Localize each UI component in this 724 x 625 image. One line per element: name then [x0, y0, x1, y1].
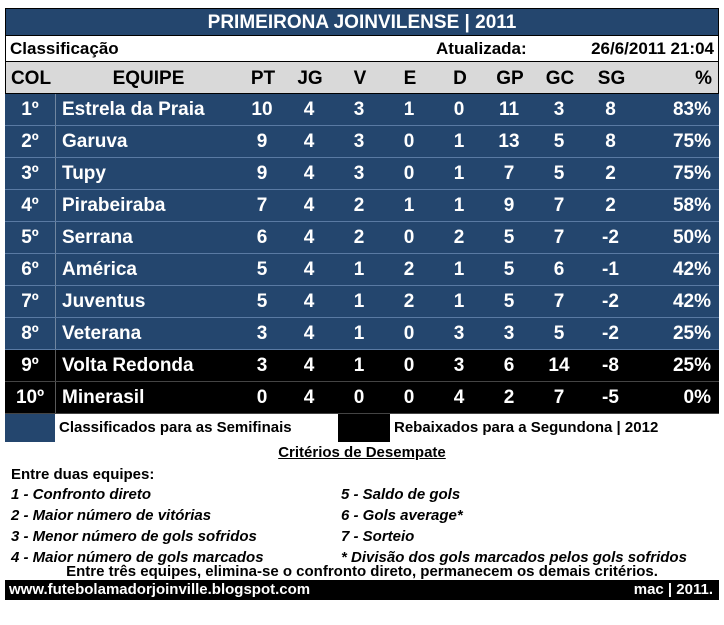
cell-gc: 5	[553, 131, 565, 152]
info-row	[5, 36, 719, 61]
cell-gp: 5	[503, 259, 515, 280]
cell-team: América	[55, 254, 240, 285]
cell-v: 1	[353, 355, 365, 376]
cell-e: 2	[403, 291, 415, 312]
header-pt: PT	[250, 68, 276, 89]
cell-pct: 83%	[672, 99, 711, 120]
cell-gp: 9	[503, 195, 515, 216]
cell-pt: 3	[256, 355, 268, 376]
cell-jg: 4	[303, 323, 315, 344]
cell-col: 3º	[21, 163, 39, 184]
page-title: PRIMEIRONA JOINVILENSE | 2011	[5, 8, 719, 36]
criteria-footnote: * Divisão dos gols marcados pelos gols sofridos	[341, 549, 687, 566]
criteria-item: 3 - Menor número de gols sofridos	[11, 528, 257, 545]
cell-col: 10º	[15, 387, 45, 408]
table-row	[5, 222, 719, 254]
legend-swatch-relegated	[338, 414, 390, 442]
cell-pt: 5	[256, 259, 268, 280]
header-d: D	[453, 68, 467, 89]
cell-pct: 42%	[672, 259, 711, 280]
cell-d: 1	[453, 259, 465, 280]
cell-e: 0	[403, 387, 415, 408]
classification-label: Classificação	[10, 39, 119, 58]
criteria-item: 2 - Maior número de vitórias	[11, 507, 212, 524]
signature: mac | 2011.	[633, 581, 713, 598]
cell-d: 1	[453, 163, 465, 184]
cell-v: 1	[353, 291, 365, 312]
cell-v: 0	[353, 387, 365, 408]
cell-pt: 10	[251, 99, 273, 120]
cell-gp: 5	[503, 291, 515, 312]
cell-pt: 6	[256, 227, 268, 248]
header-team: EQUIPE	[112, 68, 185, 89]
cell-sg: -8	[602, 355, 619, 376]
cell-team: Minerasil	[55, 382, 240, 413]
cell-pt: 9	[256, 163, 268, 184]
table-header	[5, 61, 719, 94]
criteria-item: 5 - Saldo de gols	[341, 486, 461, 503]
cell-pct: 75%	[672, 131, 711, 152]
cell-team: Veterana	[55, 318, 240, 349]
cell-sg: -2	[602, 227, 619, 248]
table-row	[5, 382, 719, 414]
cell-d: 1	[453, 195, 465, 216]
criteria-notes	[5, 464, 719, 580]
criteria-item: 1 - Confronto direto	[11, 486, 151, 503]
cell-sg: -2	[602, 323, 619, 344]
cell-v: 3	[353, 163, 365, 184]
cell-col: 4º	[21, 195, 39, 216]
cell-pct: 75%	[672, 163, 711, 184]
cell-gp: 13	[498, 131, 520, 152]
cell-col: 2º	[21, 131, 39, 152]
cell-d: 3	[453, 323, 465, 344]
header-jg: JG	[297, 68, 323, 89]
cell-col: 6º	[21, 259, 39, 280]
cell-sg: 8	[605, 131, 616, 152]
cell-gc: 7	[553, 195, 565, 216]
cell-d: 2	[453, 227, 465, 248]
header-gc: GC	[545, 68, 575, 89]
table-row	[5, 286, 719, 318]
cell-v: 1	[353, 259, 365, 280]
cell-gp: 7	[503, 163, 515, 184]
cell-pct: 58%	[672, 195, 711, 216]
table-row	[5, 190, 719, 222]
cell-pt: 7	[256, 195, 268, 216]
cell-pt: 3	[256, 323, 268, 344]
cell-jg: 4	[303, 259, 315, 280]
cell-jg: 4	[303, 291, 315, 312]
legend-relegated-label: Rebaixados para a Segundona | 2012	[394, 419, 659, 436]
header-gp: GP	[496, 68, 524, 89]
legend	[5, 414, 719, 442]
cell-team: Pirabeiraba	[55, 190, 240, 221]
cell-gc: 7	[553, 387, 565, 408]
header-sg: SG	[597, 68, 626, 89]
cell-jg: 4	[303, 387, 315, 408]
criteria-intro: Entre duas equipes:	[11, 466, 155, 483]
cell-gc: 7	[553, 291, 565, 312]
cell-pt: 5	[256, 291, 268, 312]
cell-col: 1º	[21, 99, 39, 120]
cell-jg: 4	[303, 355, 315, 376]
cell-jg: 4	[303, 131, 315, 152]
cell-d: 1	[453, 131, 465, 152]
cell-team: Volta Redonda	[55, 350, 240, 381]
footer	[5, 580, 719, 600]
cell-jg: 4	[303, 195, 315, 216]
cell-e: 0	[403, 227, 415, 248]
updated-datetime: 26/6/2011 21:04	[591, 39, 714, 58]
cell-gc: 7	[553, 227, 565, 248]
cell-v: 1	[353, 323, 365, 344]
cell-d: 1	[453, 291, 465, 312]
cell-e: 0	[403, 323, 415, 344]
cell-pct: 42%	[672, 291, 711, 312]
cell-v: 2	[353, 195, 365, 216]
cell-team: Tupy	[55, 158, 240, 189]
cell-gc: 3	[553, 99, 565, 120]
header-pct: %	[695, 68, 712, 89]
cell-gp: 3	[503, 323, 515, 344]
header-v: V	[353, 68, 367, 89]
cell-e: 0	[403, 131, 415, 152]
cell-sg: 2	[605, 163, 616, 184]
cell-gc: 14	[548, 355, 570, 376]
cell-sg: -1	[602, 259, 619, 280]
cell-col: 7º	[21, 291, 39, 312]
cell-sg: 8	[605, 99, 616, 120]
cell-v: 3	[353, 99, 365, 120]
legend-classified-label: Classificados para as Semifinais	[59, 419, 292, 436]
table-row	[5, 94, 719, 126]
cell-gp: 6	[503, 355, 515, 376]
cell-gp: 5	[503, 227, 515, 248]
cell-team: Serrana	[55, 222, 240, 253]
cell-d: 0	[453, 99, 465, 120]
cell-col: 5º	[21, 227, 39, 248]
cell-pct: 25%	[672, 323, 711, 344]
updated-label: Atualizada:	[436, 39, 527, 58]
cell-gc: 5	[553, 323, 565, 344]
cell-e: 0	[403, 163, 415, 184]
cell-e: 1	[403, 99, 415, 120]
header-col: COL	[10, 68, 52, 89]
cell-jg: 4	[303, 163, 315, 184]
cell-v: 3	[353, 131, 365, 152]
cell-pt: 0	[256, 387, 268, 408]
cell-sg: -5	[602, 387, 619, 408]
cell-sg: -2	[602, 291, 619, 312]
cell-d: 3	[453, 355, 465, 376]
cell-team: Juventus	[55, 286, 240, 317]
cell-pct: 25%	[672, 355, 711, 376]
criteria-item: 4 - Maior número de gols marcados	[11, 549, 264, 566]
table-row	[5, 318, 719, 350]
criteria-item: 6 - Gols average*	[341, 507, 463, 524]
cell-e: 2	[403, 259, 415, 280]
cell-pt: 9	[256, 131, 268, 152]
cell-jg: 4	[303, 227, 315, 248]
header-e: E	[403, 68, 417, 89]
criteria-title: Critérios de Desempate	[278, 444, 446, 461]
cell-gc: 5	[553, 163, 565, 184]
cell-team: Garuva	[55, 126, 240, 157]
cell-gp: 11	[498, 99, 520, 120]
table-row	[5, 126, 719, 158]
cell-team: Estrela da Praia	[55, 94, 240, 125]
cell-e: 1	[403, 195, 415, 216]
cell-pct: 50%	[672, 227, 711, 248]
cell-col: 9º	[21, 355, 39, 376]
cell-d: 4	[453, 387, 465, 408]
cell-e: 0	[403, 355, 415, 376]
cell-gc: 6	[553, 259, 565, 280]
standings-sheet	[5, 8, 719, 600]
cell-sg: 2	[605, 195, 616, 216]
blog-url: www.futebolamadorjoinville.blogspot.com	[9, 581, 311, 598]
table-row	[5, 254, 719, 286]
legend-swatch-classified	[5, 414, 55, 442]
cell-pct: 0%	[683, 387, 711, 408]
criteria-item: 7 - Sorteio	[341, 528, 415, 545]
cell-col: 8º	[21, 323, 39, 344]
table-row	[5, 158, 719, 190]
cell-gp: 2	[503, 387, 515, 408]
standings-table-body	[5, 94, 719, 414]
criteria-three-teams: Entre três equipes, elimina-se o confronto direto, permanecem os demais critérios.	[66, 563, 658, 580]
cell-jg: 4	[303, 99, 315, 120]
cell-v: 2	[353, 227, 365, 248]
table-row	[5, 350, 719, 382]
